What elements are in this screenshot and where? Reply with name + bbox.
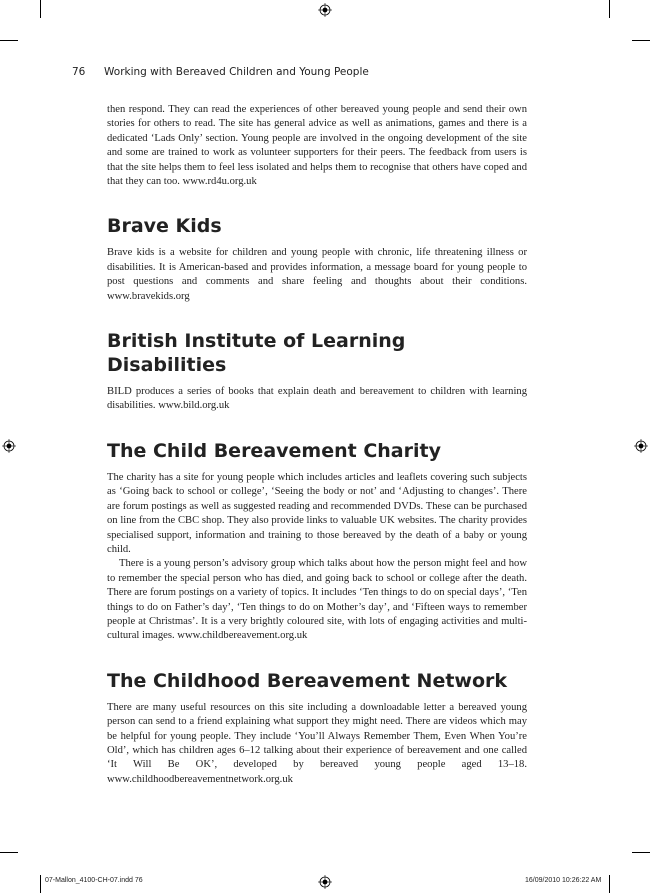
crop-mark (0, 40, 18, 41)
brave-kids-paragraph: Brave kids is a website for children and young people with chronic, life threatening illness or disabilities. It is American-based and provides information, a message board for young people to post questions and comments and share feeling and thoughts about their conditions. www.bravekids.org (107, 247, 527, 302)
section-heading-child-bereavement-charity: The Child Bereavement Charity (107, 439, 441, 462)
crop-mark (40, 875, 41, 893)
section-heading-brave-kids: Brave Kids (107, 215, 222, 238)
registration-mark-icon (318, 875, 332, 889)
registration-mark-icon (2, 439, 16, 453)
cbc-paragraph-1: The charity has a site for young people which includes articles and leaflets covering such subjects as ‘Going back to school or college’, ‘Seeing the body or not’ and ‘Adjusting to changes’. There are forum postings as well as suggested reading and recommended DVDs. These can be purchased on line from the CBC shop. They also provide links to valuable UK websites. The charity provides specialised support, information and training to those bereaved by the death of a baby or young child. (107, 471, 527, 555)
intro-paragraph: then respond. They can read the experiences of other bereaved young people and send their own stories for others to read. The site has general advice as well as animations, games and there is a dedicated ‘Lads Only’ section. Young people are involved in the ongoing development of the site and some are trained to work as volunteer supporters for their peers. The feedback from users is that the site helps them to feel less isolated and helps them to recognise that others have coped and that they can too. www.rd4u.org.uk (107, 104, 527, 188)
crop-mark (609, 875, 610, 893)
slug-file-name: 07-Mallon_4100-CH-07.indd 76 (45, 877, 143, 884)
registration-mark-icon (634, 439, 648, 453)
cbn-paragraph: There are many useful resources on this site including a downloadable letter a bereaved young person can send to a friend explaining what support they might need. There are videos which may be helpful for young people. They include ‘You’ll Always Remember Them, Even When You’re Old’, which has children ages 6–12 talking about their experience of bereavement and one called ‘It Will Be OK’, developed by bereaved young people aged 13–18. www.childhoodbereavementnetwork.org.uk (107, 701, 527, 785)
section-heading-bild: British Institute of Learning Disabilities (107, 330, 406, 377)
running-head (72, 66, 532, 78)
bild-paragraph: BILD produces a series of books that explain death and bereavement to children with learning disabilities. www.bild.org.uk (107, 386, 527, 412)
section-heading-childhood-bereavement-network: The Childhood Bereavement Network (107, 669, 508, 692)
page-content (107, 103, 527, 787)
slug-timestamp: 16/09/2010 10:26:22 AM (525, 877, 602, 884)
crop-mark (40, 0, 41, 18)
crop-mark (632, 40, 650, 41)
running-head-title: Working with Bereaved Children and Young People (104, 66, 369, 78)
crop-mark (632, 852, 650, 853)
cbc-paragraph-2: There is a young person’s advisory group which talks about how the person might feel and how to remember the special person who has died, and going back to school or college after the death. There are forum postings on a variety of topics. It includes ‘Ten things to do on special days’, ‘Ten things to do on Father’s day’, ‘Ten things to do on Mother’s day’, and ‘Fifteen ways to remember people at Christmas’. It is a very brightly coloured site, with lots of engaging activities and multi-cultural images. www.childbereavement.org.uk (107, 558, 527, 642)
page-number: 76 (72, 66, 86, 78)
registration-mark-icon (318, 3, 332, 17)
crop-mark (609, 0, 610, 18)
crop-mark (0, 852, 18, 853)
